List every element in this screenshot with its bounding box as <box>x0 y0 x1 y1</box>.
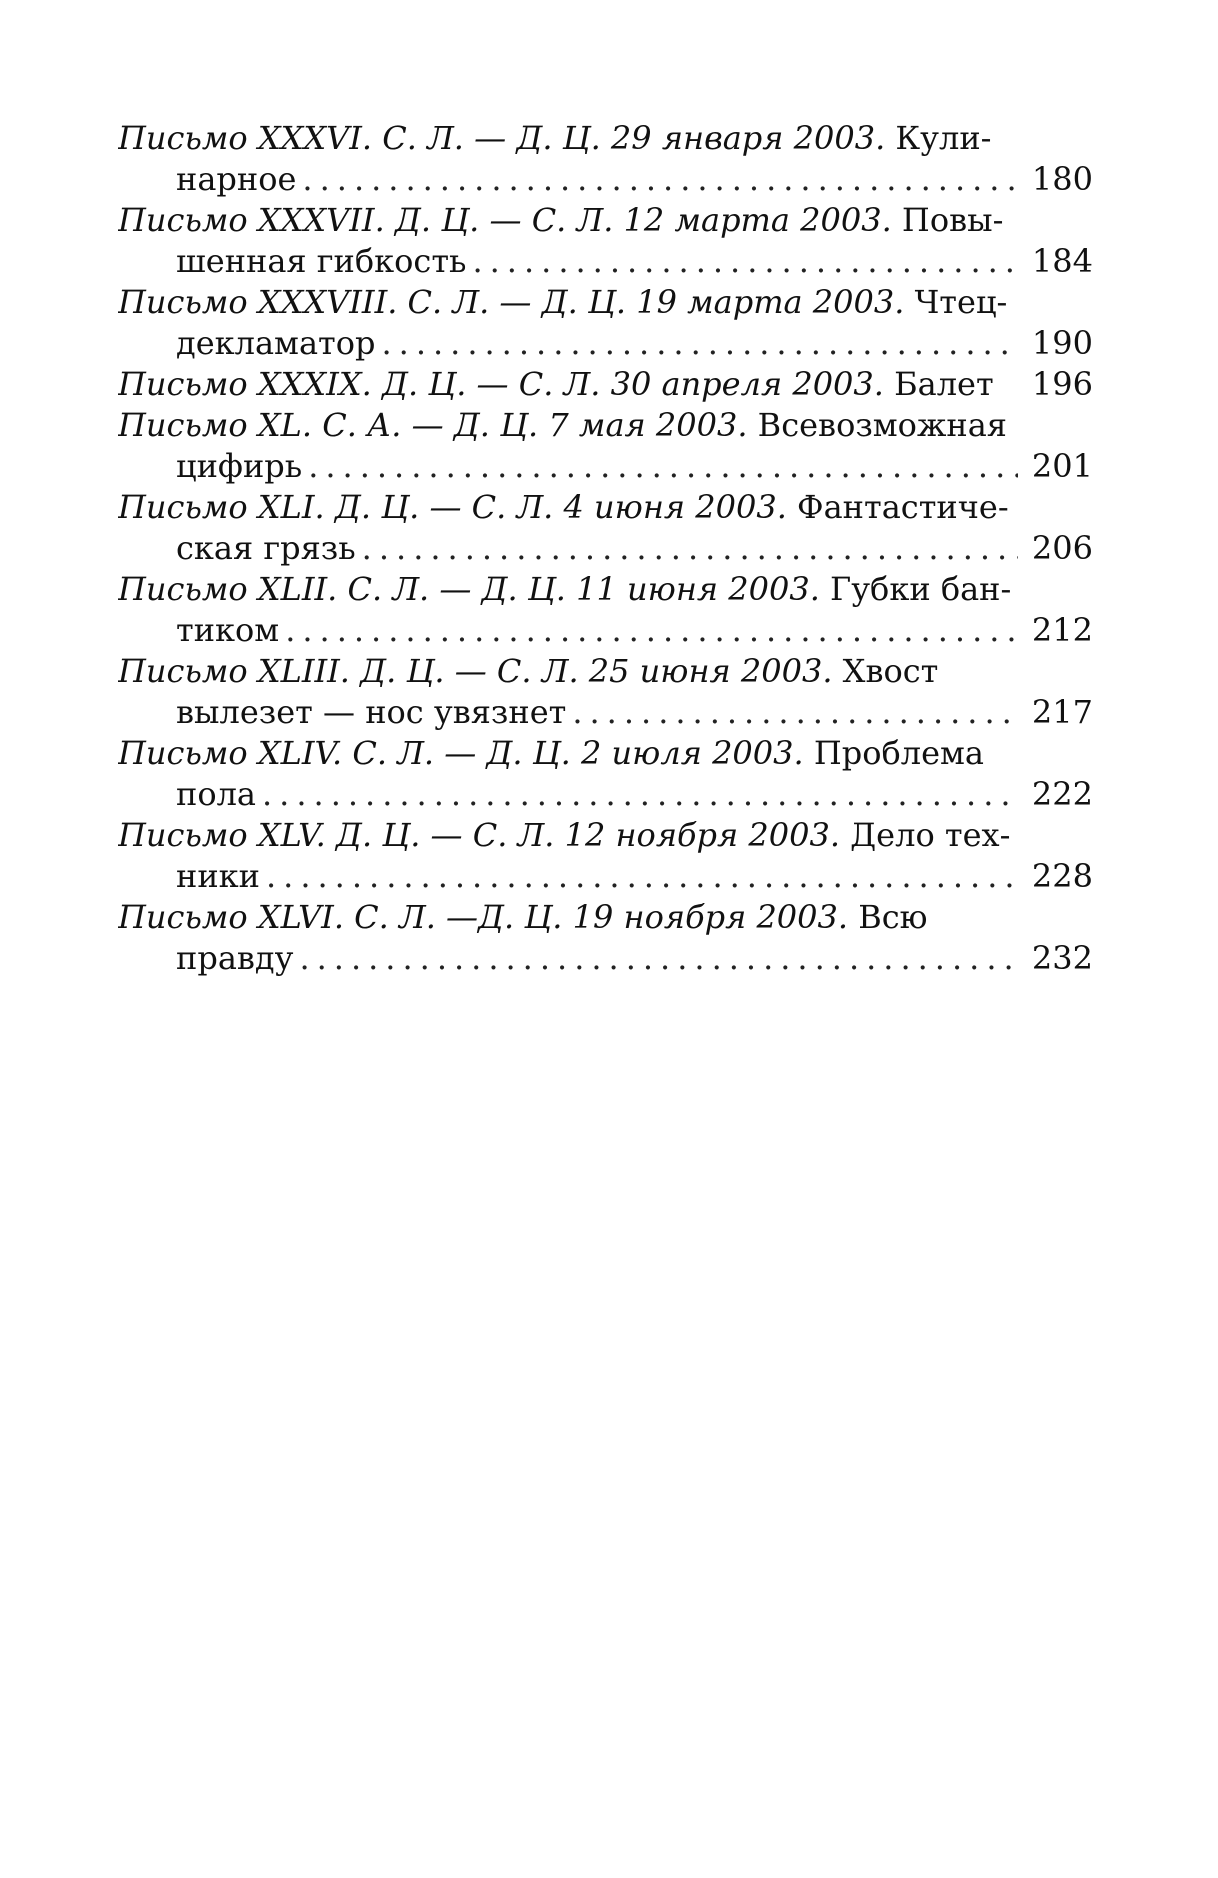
toc-entry-continuation <box>118 774 1093 815</box>
letter-date: 7 мая 2003 <box>548 406 738 444</box>
dot-leader <box>285 610 1018 651</box>
page-number: 232 <box>1031 939 1093 977</box>
dot-leader <box>262 774 1018 815</box>
entry-title-continued: ники <box>176 857 260 895</box>
letter-date: 19 ноября 2003 <box>572 898 838 936</box>
page-number: 196 <box>1031 365 1093 403</box>
entry-title: Всю <box>858 898 928 936</box>
toc-entry <box>118 364 1093 405</box>
entry-title-continued: вылезет — нос увязнет <box>176 693 567 731</box>
correspondents: С. Л. —Д. Ц. <box>354 898 563 936</box>
letter-date: 12 марта 2003 <box>623 201 882 239</box>
page-number: 184 <box>1031 242 1093 280</box>
toc-entry <box>118 733 1093 815</box>
entry-title-continued: правду <box>176 939 294 977</box>
table-of-contents <box>118 118 1093 979</box>
letter-date: 12 ноября 2003 <box>564 816 830 854</box>
entry-title: Проблема <box>813 734 984 772</box>
letter-number: Письмо XXXVII <box>118 201 375 239</box>
page-number: 228 <box>1031 857 1093 895</box>
entry-title: Чтец- <box>914 283 1008 321</box>
toc-entry-continuation <box>118 323 1093 364</box>
entry-title-continued: пола <box>176 775 256 813</box>
letter-date: 4 июня 2003 <box>563 488 777 526</box>
page-number: 212 <box>1031 611 1093 649</box>
page-number: 180 <box>1031 160 1093 198</box>
page-number: 206 <box>1031 529 1093 567</box>
letter-number: Письмо XXXVI <box>118 119 362 157</box>
correspondents: С. А. — Д. Ц. <box>322 406 539 444</box>
toc-entry-heading: Письмо XLI. Д. Ц. — С. Л. 4 июня 2003. Фантастиче- <box>118 488 1009 526</box>
letter-number: Письмо XL <box>118 406 302 444</box>
entry-title-continued: тиком <box>176 611 280 649</box>
correspondents: Д. Ц. — С. Л. <box>334 488 554 526</box>
correspondents: С. Л. — Д. Ц. <box>352 734 571 772</box>
toc-entry <box>118 118 1093 200</box>
entry-title-continued: нарное <box>176 160 297 198</box>
correspondents: Д. Ц. — С. Л. <box>394 201 614 239</box>
letter-number: Письмо XLIV <box>118 734 333 772</box>
entry-title: Губки бан- <box>830 570 1012 608</box>
dot-leader <box>381 323 1017 364</box>
page-number: 201 <box>1031 447 1093 485</box>
toc-entry <box>118 897 1093 979</box>
toc-entry-continuation <box>118 241 1093 282</box>
toc-entry-continuation <box>118 446 1093 487</box>
letter-date: 2 июля 2003 <box>581 734 794 772</box>
dot-leader <box>266 856 1018 897</box>
correspondents: С. Л. — Д. Ц. <box>382 119 601 157</box>
toc-entry-continuation <box>118 856 1093 897</box>
letter-date: 19 марта 2003 <box>636 283 895 321</box>
correspondents: Д. Ц. — С. Л. <box>360 652 579 690</box>
letter-number: Письмо XLI <box>118 488 315 526</box>
correspondents: С. Л. — Д. Ц. <box>407 283 627 321</box>
toc-entry <box>118 487 1093 569</box>
letter-date: 25 июня 2003 <box>588 652 823 690</box>
toc-entry <box>118 569 1093 651</box>
letter-number: Письмо XLIII <box>118 652 340 690</box>
letter-date: 30 апреля 2003 <box>610 365 874 403</box>
entry-title-continued: цифирь <box>176 447 303 485</box>
toc-entry-heading: Письмо XXXVII. Д. Ц. — С. Л. 12 марта 2003. Повы- <box>118 201 1004 239</box>
toc-entry-heading: Письмо XLVI. С. Л. —Д. Ц. 19 ноября 2003. Всю <box>118 898 928 936</box>
toc-entry-heading: Письмо XLIII. Д. Ц. — С. Л. 25 июня 2003. Хвост <box>118 652 939 690</box>
letter-date: 11 июня 2003 <box>576 570 810 608</box>
letter-number: Письмо XLVI <box>118 898 334 936</box>
correspondents: Д. Ц. — С. Л. <box>335 816 555 854</box>
entry-title: Хвост <box>842 652 939 690</box>
toc-entry-heading: Письмо XL. С. А. — Д. Ц. 7 мая 2003. Всевозможная <box>118 406 1007 444</box>
letter-number: Письмо XLII <box>118 570 328 608</box>
entry-title: Фантастиче- <box>797 488 1009 526</box>
letter-number: Письмо XXXVIII <box>118 283 388 321</box>
entry-title-continued: декламатор <box>176 324 376 362</box>
dot-leader <box>572 692 1018 733</box>
page-number: 190 <box>1031 324 1093 362</box>
correspondents: Д. Ц. — С. Л. <box>381 365 601 403</box>
entry-title-continued: ская грязь <box>176 529 356 567</box>
dot-leader <box>308 446 1018 487</box>
page-number: 222 <box>1031 775 1093 813</box>
toc-entry-continuation <box>118 610 1093 651</box>
toc-entry <box>118 282 1093 364</box>
toc-entry <box>118 651 1093 733</box>
correspondents: С. Л. — Д. Ц. <box>347 570 566 608</box>
toc-entry-continuation <box>118 692 1093 733</box>
toc-entry-heading: Письмо XXXVI. С. Л. — Д. Ц. 29 января 2003. Кули- <box>118 119 992 157</box>
entry-title: Кули- <box>895 119 992 157</box>
toc-entry-heading: Письмо XLIV. С. Л. — Д. Ц. 2 июля 2003. Проблема <box>118 734 984 772</box>
entry-title: Балет <box>894 365 994 403</box>
toc-entry <box>118 200 1093 282</box>
toc-entry-heading: Письмо XXXIX. Д. Ц. — С. Л. 30 апреля 2003. Балет 196 <box>118 365 1093 403</box>
entry-title: Дело тех- <box>850 816 1011 854</box>
toc-entry <box>118 405 1093 487</box>
page-number: 217 <box>1031 693 1093 731</box>
toc-entry-heading: Письмо XLV. Д. Ц. — С. Л. 12 ноября 2003. Дело тех- <box>118 816 1011 854</box>
entry-title: Повы- <box>901 201 1004 239</box>
letter-number: Письмо XXXIX <box>118 365 362 403</box>
letter-number: Письмо XLV <box>118 816 316 854</box>
toc-entry-continuation <box>118 528 1093 569</box>
toc-entry <box>118 815 1093 897</box>
dot-leader <box>302 159 1018 200</box>
dot-leader <box>472 241 1017 282</box>
dot-leader <box>362 528 1018 569</box>
toc-entry-continuation <box>118 159 1093 200</box>
toc-entry-continuation <box>118 938 1093 979</box>
entry-title-continued: шенная гибкость <box>176 242 467 280</box>
toc-entry-heading: Письмо XLII. С. Л. — Д. Ц. 11 июня 2003. Губки бан- <box>118 570 1012 608</box>
dot-leader <box>299 938 1017 979</box>
toc-entry-heading: Письмо XXXVIII. С. Л. — Д. Ц. 19 марта 2003. Чтец- <box>118 283 1008 321</box>
letter-date: 29 января 2003 <box>610 119 876 157</box>
entry-title: Всевозможная <box>757 406 1007 444</box>
